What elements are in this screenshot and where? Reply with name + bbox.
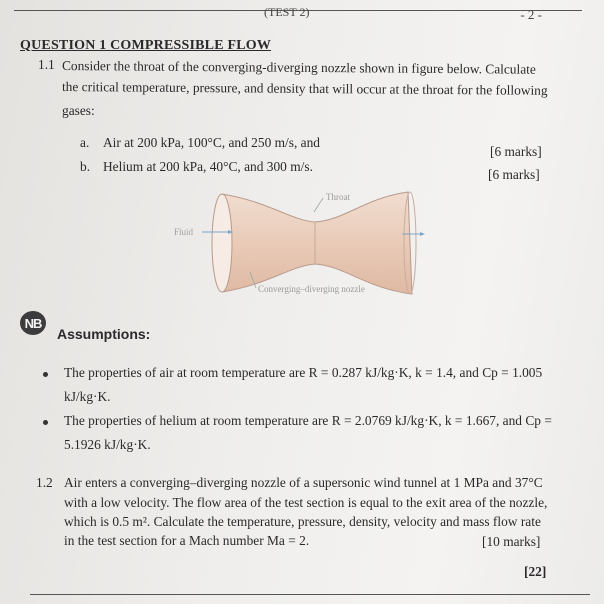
- footer-rule: [30, 594, 590, 595]
- q12-line-4: in the test section for a Mach number Ma = 2.: [64, 533, 310, 548]
- q11a-label: a.: [80, 135, 90, 150]
- q12-number: 1.2: [36, 475, 53, 490]
- nozzle-figure: [160, 188, 450, 298]
- q11a-text: Air at 200 kPa, 100°C, and 250 m/s, and: [103, 135, 320, 150]
- assumptions-title: Assumptions:: [57, 326, 151, 342]
- q12-line-3: which is 0.5 m². Calculate the temperature, pressure, density, velocity and mass flow rate: [64, 514, 541, 529]
- q11b-text: Helium at 200 kPa, 40°C, and 300 m/s.: [103, 159, 313, 174]
- assumption-air-line-1: The properties of air at room temperature are R = 0.287 kJ/kg·K, k = 1.4, and Cp = 1.005: [64, 365, 543, 380]
- q12-line-2: with a low velocity. The flow area of the test section is equal to the exit area of the nozzle,: [64, 495, 548, 510]
- assumption-helium-line-2: 5.1926 kJ/kg·K.: [64, 437, 151, 452]
- bullet-dot: [43, 372, 48, 377]
- bullet-dot: [43, 420, 48, 425]
- throat-label: Throat: [326, 192, 350, 202]
- q11b-label: b.: [80, 159, 91, 174]
- q11a-marks: [6 marks]: [490, 144, 542, 159]
- assumption-air-line-2: kJ/kg·K.: [64, 389, 111, 404]
- total-marks: [22]: [524, 564, 547, 579]
- header-rule: [14, 5, 582, 22]
- figure-caption: Converging–diverging nozzle: [258, 284, 365, 294]
- q11-line-3: gases:: [62, 103, 95, 118]
- throat-leader: [314, 198, 323, 212]
- nozzle-inlet-rim: [212, 194, 232, 292]
- page-number: - 2 -: [520, 7, 542, 22]
- assumption-helium-line-1: The properties of helium at room temperature are R = 2.0769 kJ/kg·K, k = 1.667, and Cp =: [64, 413, 552, 428]
- q11-line-2: the critical temperature, pressure, and density that will occur at the throat for the following: [61, 79, 548, 98]
- q11-line-1: Consider the throat of the converging-diverging nozzle shown in figure below. Calculate: [61, 58, 536, 77]
- fluid-label: Fluid: [174, 227, 194, 237]
- q11-number: 1.1: [38, 57, 55, 72]
- header-fragment: (TEST 2): [264, 5, 310, 19]
- q11b-marks: [6 marks]: [488, 167, 540, 182]
- q12-line-1: Air enters a converging–diverging nozzle of a supersonic wind tunnel at 1 MPa and 37°C: [64, 475, 543, 490]
- question-title: QUESTION 1 COMPRESSIBLE FLOW: [20, 38, 272, 53]
- q12-marks: [10 marks]: [482, 534, 541, 549]
- nb-badge: NB: [20, 311, 46, 335]
- outlet-arrow-head: [420, 232, 425, 236]
